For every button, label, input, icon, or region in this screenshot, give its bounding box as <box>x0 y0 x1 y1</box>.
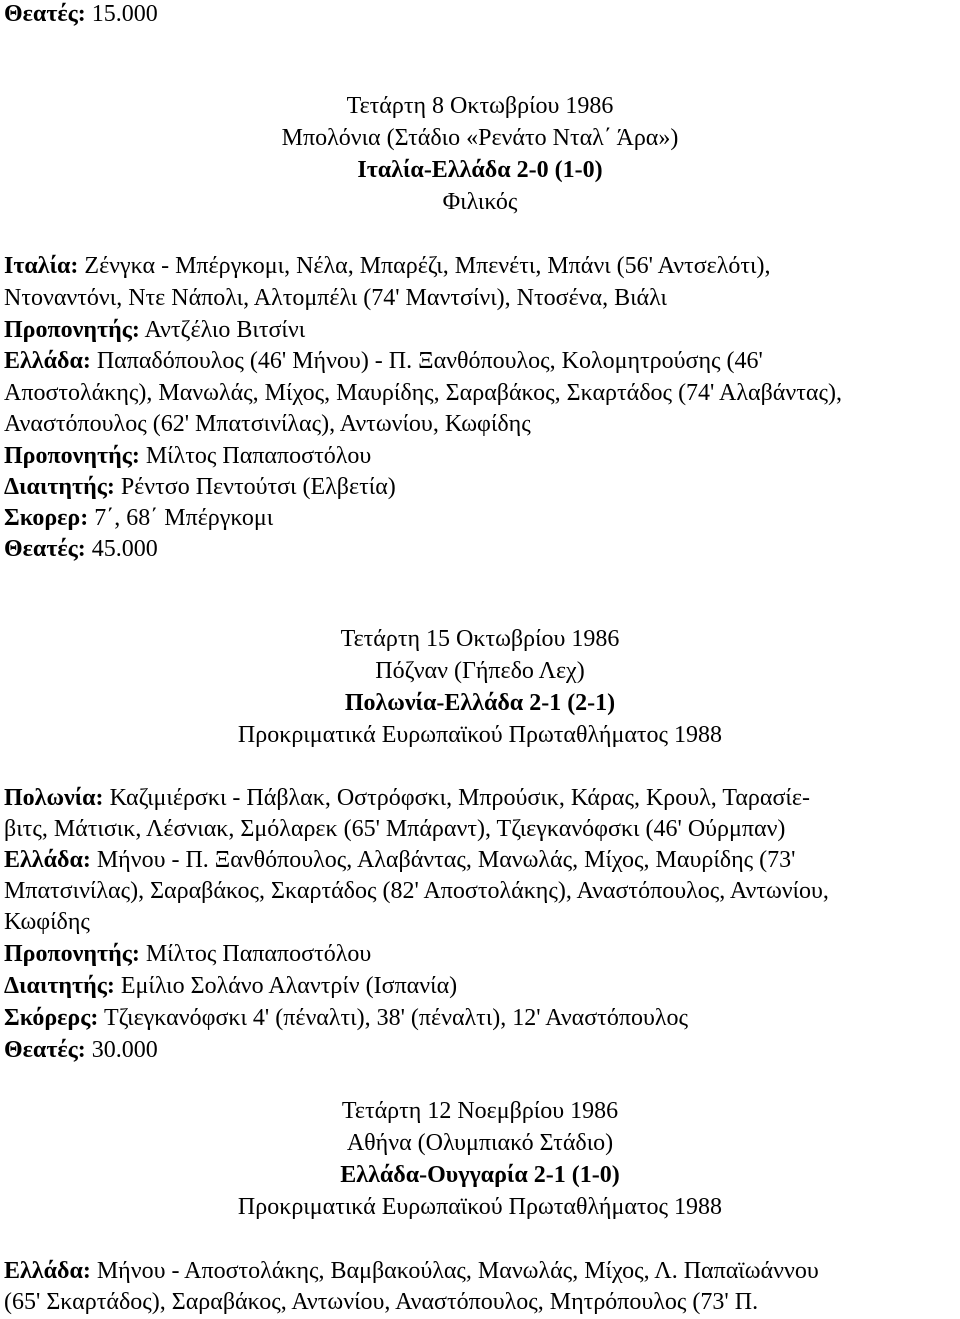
match1-line <box>4 410 531 438</box>
line-text: Μήνου - Αποστολάκης, Βαμβακούλας, Μανωλάς, Μίχος, Λ. Παπαϊωάννου <box>90 1258 819 1284</box>
match2-line <box>4 1036 158 1064</box>
line-text: Καζιμιέρσκι - Πάβλακ, Οστρόφσκι, Μπρούσικ, Κάρας, Κρουλ, Ταρασίε- <box>103 785 810 811</box>
match2-line <box>4 908 90 936</box>
line-text: Ντοναντόνι, Ντε Νάπολι, Αλτομπέλι (74' Μαντσίνι), Ντοσένα, Βιάλι <box>4 285 667 311</box>
match3-date: Τετάρτη 12 Νοεμβρίου 1986 <box>341 1098 619 1124</box>
match2-venue: Πόζναν (Γήπεδο Λεχ) <box>375 658 585 684</box>
line-text: Ρέντσο Πεντούτσι (Ελβετία) <box>114 474 396 500</box>
spectators-label: Θεατές: <box>4 1 86 27</box>
match1-line <box>4 316 305 344</box>
line-label: Πολωνία: <box>4 785 104 811</box>
line-label: Ελλάδα: <box>4 1258 91 1284</box>
match1-line <box>4 473 396 501</box>
line-text: 45.000 <box>85 536 158 562</box>
spectators-value: 15.000 <box>85 1 158 27</box>
match2-line <box>4 940 371 968</box>
match3-line <box>4 1257 819 1285</box>
line-label: Διαιτητής: <box>4 973 115 999</box>
line-text: Αντζέλιο Βιτσίνι <box>139 317 306 343</box>
line-text: Μίλτος Παπαποστόλου <box>139 941 372 967</box>
line-label: Ελλάδα: <box>4 847 91 873</box>
match1-result-text: Ιταλία-Ελλάδα 2-0 (1-0) <box>357 157 603 183</box>
line-text: 7΄, 68΄ Μπέργκομι <box>88 505 274 531</box>
line-text: Εμίλιο Σολάνο Αλαντρίν (Ισπανία) <box>114 973 458 999</box>
match2-date: Τετάρτη 15 Οκτωβρίου 1986 <box>340 626 620 652</box>
match1-line <box>4 284 667 312</box>
line-text: Μίλτος Παπαποστόλου <box>139 443 372 469</box>
match1-result <box>0 156 960 184</box>
line-text: Τζιεγκανόφσκι 4' (πέναλτι), 38' (πέναλτι), 12' Αναστόπουλος <box>98 1005 688 1031</box>
match1-line <box>4 442 371 470</box>
match3-result <box>0 1161 960 1189</box>
line-label: Θεατές: <box>4 536 86 562</box>
line-label: Προπονητής: <box>4 941 140 967</box>
match2-line <box>4 1004 688 1032</box>
line-text: Αποστολάκης), Μανωλάς, Μίχος, Μαυρίδης, Σαραβάκος, Σκαρτάδος (74' Αλαβάντας), <box>4 380 842 406</box>
line-label: Θεατές: <box>4 1037 86 1063</box>
line-text: Αναστόπουλος (62' Μπατσινίλας), Αντωνίου, Κωφίδης <box>4 411 531 437</box>
match1-competition: Φιλικός <box>442 189 518 215</box>
match3-venue: Αθήνα (Ολυμπιακό Στάδιο) <box>346 1130 614 1156</box>
match2-result-text: Πολωνία-Ελλάδα 2-1 (2-1) <box>344 690 616 716</box>
line-text: Κωφίδης <box>4 909 90 935</box>
line-label: Προπονητής: <box>4 443 140 469</box>
match1-date: Τετάρτη 8 Οκτωβρίου 1986 <box>346 93 614 119</box>
line-label: Σκόρερς: <box>4 1005 99 1031</box>
line-text: Παπαδόπουλος (46' Μήνου) - Π. Ξανθόπουλος, Κολομητρούσης (46' <box>90 348 763 374</box>
match2-line <box>4 784 810 812</box>
match1-line <box>4 504 273 532</box>
line-text: Μήνου - Π. Ξανθόπουλος, Αλαβάντας, Μανωλάς, Μίχος, Μαυρίδης (73' <box>90 847 796 873</box>
match2-line <box>4 972 457 1000</box>
match2-line <box>4 846 795 874</box>
match3-competition: Προκριματικά Ευρωπαϊκού Πρωταθλήματος 1988 <box>237 1194 723 1220</box>
match1-line <box>4 347 763 375</box>
line-text: βιτς, Μάτισικ, Λέσνιακ, Σμόλαρεκ (65' Μπάραντ), Τζιεγκανόφσκι (46' Ούρμπαν) <box>4 816 786 842</box>
match2-line <box>4 877 829 905</box>
match1-line <box>4 252 770 280</box>
match3-result-text: Ελλάδα-Ουγγαρία 2-1 (1-0) <box>340 1162 620 1188</box>
match2-competition: Προκριματικά Ευρωπαϊκού Πρωταθλήματος 1988 <box>237 722 723 748</box>
match1-line <box>4 535 158 563</box>
match2-line <box>4 815 785 843</box>
line-text: Ζένγκα - Μπέργκομι, Νέλα, Μπαρέζι, Μπενέτι, Μπάνι (56' Αντσελότι), <box>78 253 771 279</box>
line-text: Μπατσινίλας), Σαραβάκος, Σκαρτάδος (82' Αποστολάκης), Αναστόπουλος, Αντωνίου, <box>4 878 829 904</box>
line-label: Προπονητής: <box>4 317 140 343</box>
match1-venue: Μπολόνια (Στάδιο «Ρενάτο Νταλ΄ Άρα») <box>281 125 679 151</box>
line-text: 30.000 <box>85 1037 158 1063</box>
line-text: (65' Σκαρτάδος), Σαραβάκος, Αντωνίου, Αναστόπουλος, Μητρόπουλος (73' Π. <box>4 1289 759 1315</box>
match3-line <box>4 1288 758 1316</box>
match2-result <box>0 689 960 717</box>
line-label: Ελλάδα: <box>4 348 91 374</box>
match1-line <box>4 379 842 407</box>
line-label: Σκορερ: <box>4 505 89 531</box>
line-label: Ιταλία: <box>4 253 79 279</box>
spectators-line <box>4 0 158 28</box>
line-label: Διαιτητής: <box>4 474 115 500</box>
